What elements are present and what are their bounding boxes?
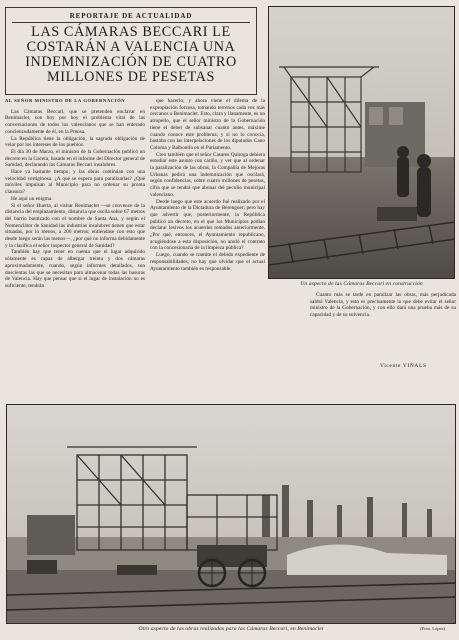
paragraph: Luego, cuando se tramite el debido expediente de responsabilidades, no hay que olvidar que el actual Ayuntamiento también es responsable. xyxy=(150,252,265,272)
author-signature: Vicente VIÑALS xyxy=(380,363,427,369)
title-box xyxy=(5,7,257,95)
construction-photo-bottom xyxy=(6,404,456,624)
paragraph: Creo también que el señor Casares Quiroga debiera estudiar este asunto con cariño, y ver que al ordenar la paralización de las obras, la Compañía de Mejoras Urbanas pedirá una indemnización que oscilará, según confidencias, sobre cuatro millones de pesetas, cifra que se tendrá que abonar del peculio municipal valenciano. xyxy=(150,151,265,198)
article-column-1 xyxy=(5,98,145,398)
paragraph: Hace ya bastante tiempo, y las obras continúan con una velocidad vertiginosa. ¿A qué se espera para paralizarlas? ¿Qué móviles impulsan al Municipio para no ordenar su pronta clausura? xyxy=(5,169,145,196)
photo-top-caption: Un aspecto de las Cámaras Beccari en construcción xyxy=(300,281,423,287)
paragraph: Cuanto más se tarde en paralizar las obras, más perjudicada saldrá Valencia, y esto es precisamente lo que debe evitar el señor ministro de la Gobernación, y con ello dará una prueba más de su capacidad y de su solvencia. xyxy=(310,292,456,319)
paragraph: También hay que tener en cuenta que el lugar adquirido sólamente es capaz de albergar treinta y dos cámaras aproximadamente, cuando, según informes detallados, son doscientas las que se necesitan para almacenar todas las basuras de Valencia. Hay que pensar que si el lugar de instalación no es suficiente, tendrán xyxy=(5,249,145,289)
paragraph: La República tiene la obligación, la sagrada obligación de velar por los intereses de los pueblos. xyxy=(5,135,145,149)
paragraph: que hacerlo; y ahora viene el dilema de la expropiación forzosa, tomando terrenos cada vez más cercanos a Benimaclet. Esto, clara y llanamente, es un atropello, que el señor ministro de la Gobernación tiene el deber de subsanar cuanto antes, máxime cuando conoce este problema; y si no lo conocía, bastaba con las interpelaciones de los diputados Cano Coloma y Balbontín en el Parlamento. xyxy=(150,98,265,151)
paragraph: He aquí un enigma. xyxy=(11,195,53,202)
photo-credit: (Foto. López) xyxy=(420,626,445,631)
article-column-2 xyxy=(150,98,265,398)
paragraph: Si el señor Huerta, al visitar Benimaclet —se convence de la distancia del emplazamiento, distancia que oscila sobre 67 metros del barrio bautizado con el nombre de Santa Ana, y según el Nomenclátor de Sanidad las industrias insalubres tienen que estar situadas, por lo menos, a 200 metros; entiéndase con esto que desde luego serán las menos—, ¿por qué no informa debidamente y la clasifica el señor inspector general de Sanidad? xyxy=(5,202,145,249)
paragraph: El día 30 de Marzo, el ministro de la Gobernación publicó un decreto en la Gaceta, basado en el informe del Director general de Sanidad, declarando las Cámaras Beccari insalubres. xyxy=(5,148,145,169)
kicker: REPORTAJE DE ACTUALIDAD xyxy=(12,12,250,23)
paragraph: Las Cámaras Beccari, que se pretenden enclavar en Benimaclet, son hoy por hoy el problema vital de las conversaciones de todos los valencianos que se han enterado concienzudamente de él, en la Prensa. xyxy=(5,108,145,135)
headline: LAS CÁMARAS BECCARI LE COSTARÁN A VALENCIA UNA INDEMNIZACIÓN DE CUATRO MILLONES DE PESETAS xyxy=(25,24,237,85)
paragraph: Desde luego que este acuerdo fué realizado por el Ayuntamiento de la Dictadura de Berenguer; pero hay que advertir que, posteriormente, la República publicó un decreto, en el que los Municipios podían declarar lesivos los acuerdos tomados anteriormente. ¿Por qué, entonces, el Ayuntamiento republicano, acogiéndose a esta disposición, no anuló el contrato con la concesionaria de la limpieza pública? xyxy=(150,198,265,252)
construction-photo-top xyxy=(268,6,455,279)
photo-bottom-caption: Otro aspecto de las obras realizadas para las Cámaras Beccari, en Benimaclet xyxy=(138,626,324,632)
article-column-3 xyxy=(310,292,456,352)
section-heading: AL SEÑOR MINISTRO DE LA GOBERNACIÓN xyxy=(5,98,126,103)
